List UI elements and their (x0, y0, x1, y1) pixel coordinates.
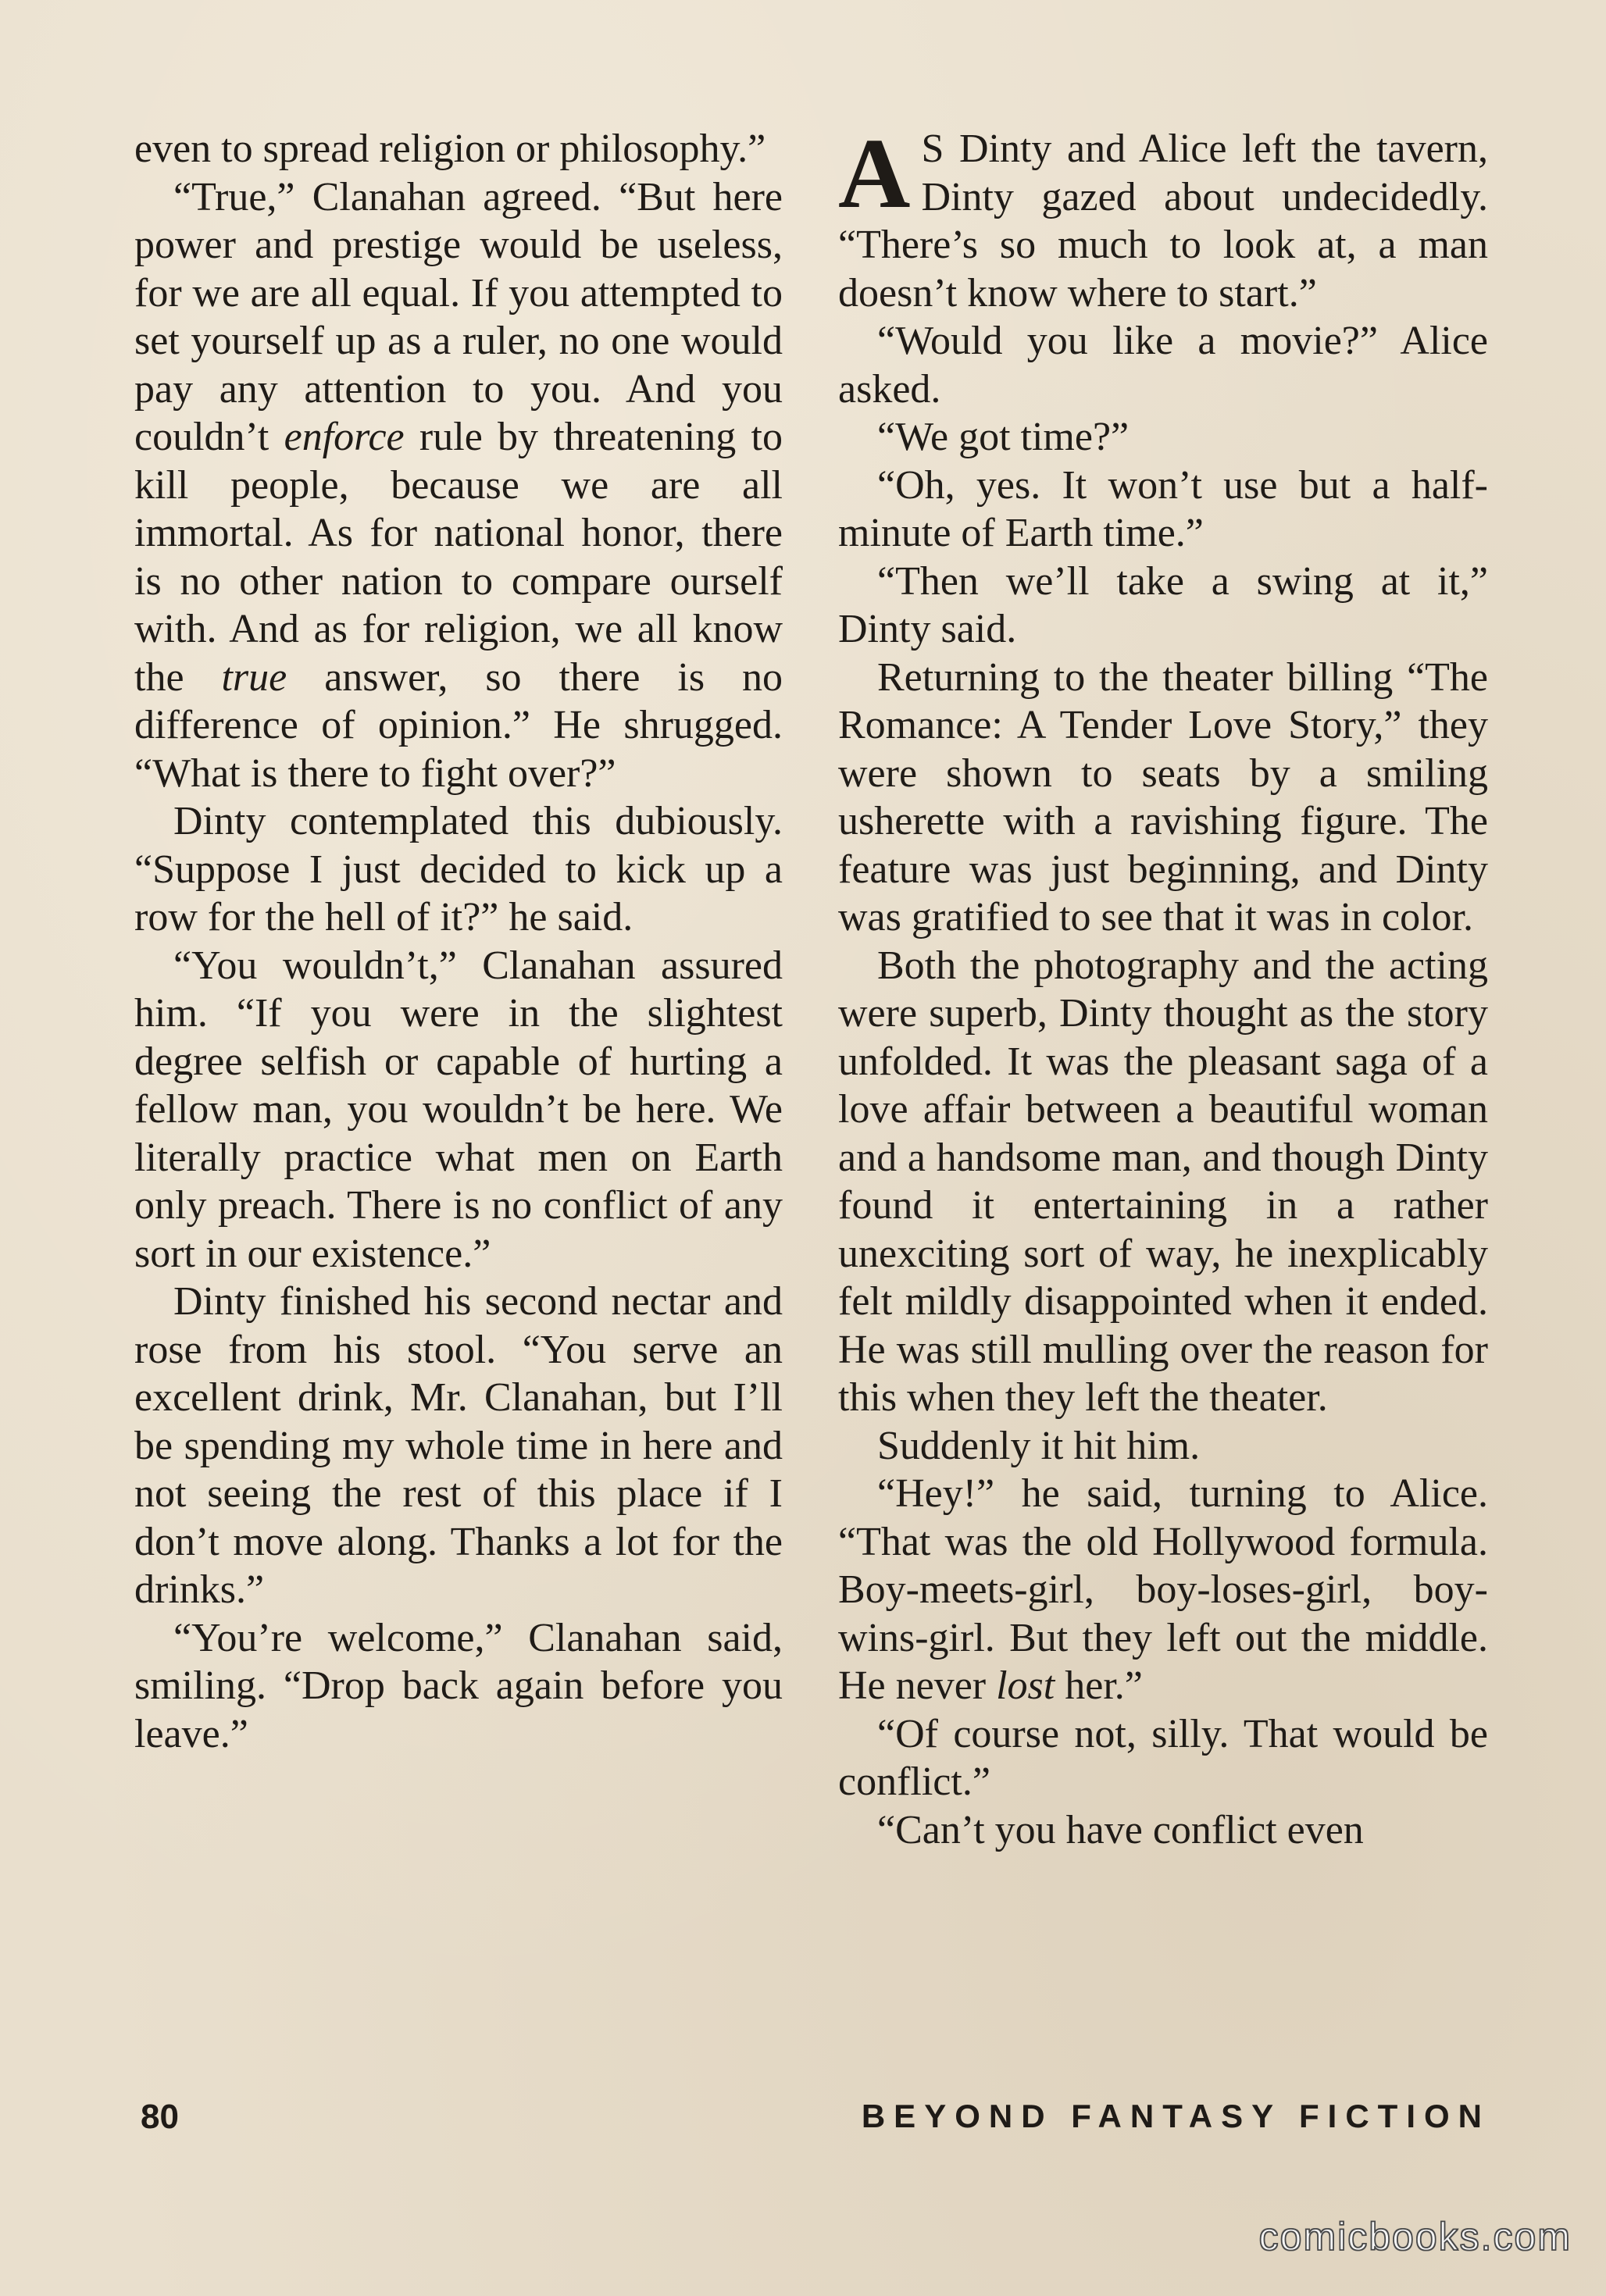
paragraph: Dinty contemplated this dubiously. “Suppose I just decided to kick up a row for the hell of it?” he said. (134, 799, 783, 939)
paragraph: Suddenly it hit him. (877, 1423, 1201, 1468)
paragraph: Dinty finished his second nectar and rose from his stool. “You serve an excellent drink, Mr. Clanahan, but I’ll be spending my whole time in here and not seeing the rest of this place if I don’t move along. Thanks a lot for the drinks.” (134, 1279, 783, 1612)
paragraph: “Then we’ll take a swing at it,” Dinty said. (838, 558, 1488, 651)
paragraph: “Can’t you have conflict even (877, 1807, 1364, 1852)
paragraph: “True,” Clanahan agreed. “But here power and prestige would be useless, for we are all equal. If you attempted to set yourself up as a ruler, no one would pay any attention to you. And you couldn’t enforce rule by threatening to kill people, because we are all immortal. As for national honor, there is no other nation to compare ourself with. And as for religion, we all know the true answer, so there is no difference of opinion.” He shrugged. “What is there to fight over?” (134, 174, 783, 796)
paragraph-with-dropcap: A S Dinty and Alice left the tavern, Dinty gazed about undecidedly. “There’s so much to look at, a man doesn’t know where to start.” (838, 118, 1488, 316)
left-text-column (134, 125, 783, 1758)
page-number: 80 (141, 2098, 179, 2136)
paragraph: “You wouldn’t,” Clanahan assured him. “If you were in the slightest degree selfish or capable of hurting a fellow man, you wouldn’t be here. We literally practice what men on Earth only preach. There is no conflict of any sort in our existence.” (134, 943, 783, 1276)
paragraph: “You’re welcome,” Clanahan said, smiling. “Drop back again before you leave.” (134, 1615, 783, 1756)
paragraph: even to spread religion or philosophy.” (134, 127, 766, 171)
paragraph: Both the photography and the acting were superb, Dinty thought as the story unfolded. It was the pleasant saga of a love affair between a beautiful woman and a handsome man, and though Dinty found it entertaining in a rather unexciting sort of way, he inexplicably felt mildly disappointed when it ended. He was still mulling over the reason for this when they left the theater. (838, 943, 1488, 1420)
paragraph: “We got time?” (877, 415, 1130, 459)
paragraph: “Oh, yes. It won’t use but a half-minute of Earth time.” (838, 462, 1488, 555)
running-footer-title: BEYOND FANTASY FICTION (861, 2098, 1490, 2134)
right-text-column (838, 118, 1488, 1854)
paragraph: “Would you like a movie?” Alice asked. (838, 319, 1488, 412)
paragraph: “Of course not, silly. That would be conflict.” (838, 1711, 1488, 1804)
paragraph: “Hey!” he said, turning to Alice. “That was the old Hollywood formula. Boy-meets-girl, boy-loses-girl, boy-wins-girl. But they left out the middle. He never lost her.” (838, 1471, 1488, 1708)
dropcap-letter: A (838, 118, 911, 229)
paragraph: Returning to the theater billing “The Romance: A Tender Love Story,” they were shown to seats by a smiling usherette with a ravishing figure. The feature was just beginning, and Dinty was gratified to see that it was in color. (838, 654, 1488, 939)
watermark: comicbooks.com (1258, 2215, 1572, 2259)
